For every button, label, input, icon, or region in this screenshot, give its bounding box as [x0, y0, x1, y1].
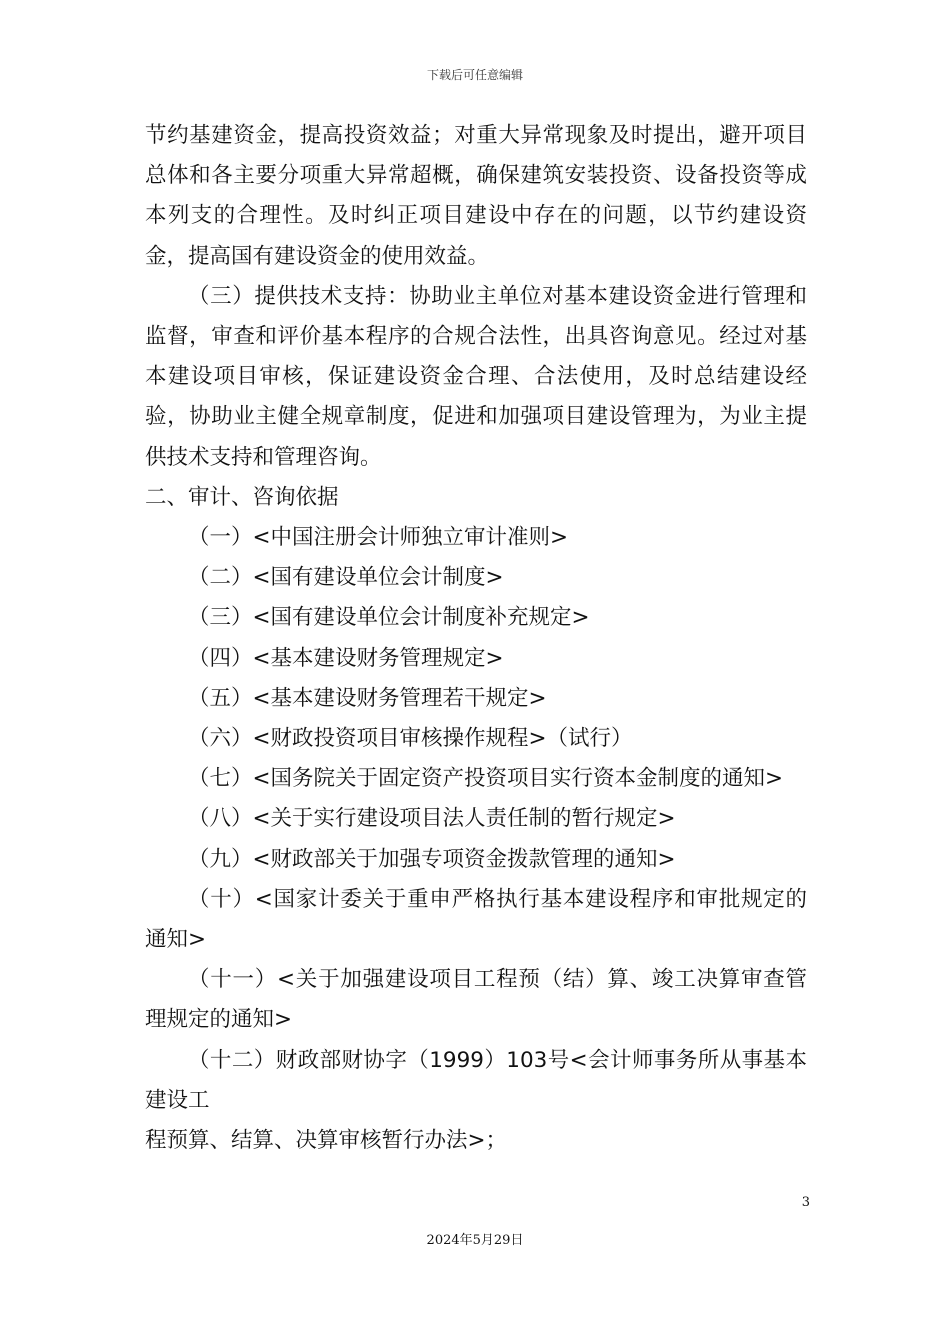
basis-item-5: （五）<基本建设财务管理若干规定> [188, 685, 547, 711]
basis-item-10: （十）<国家计委关于重申严格执行基本建设程序和审批规定的通知> [145, 886, 807, 953]
basis-item-4: （四）<基本建设财务管理规定> [188, 645, 504, 671]
section-heading: 二、审计、咨询依据 [145, 484, 339, 510]
page-number: 3 [801, 1195, 810, 1210]
basis-item-11: （十一）<关于加强建设项目工程预（结）算、竣工决算审查管理规定的通知> [145, 967, 807, 1033]
basis-item-7: （七）<国务院关于固定资产投资项目实行资本金制度的通知> [188, 766, 784, 792]
footer-date: 2024年5月29日 [426, 1233, 524, 1248]
paragraph-savings: 节约基建资金，提高投资效益；对重大异常现象及时提出，避开项目总体和各主要分项重大异常超概，确保建筑安装投资、设备投资等成本列支的合理性。及时纠正项目建设中存在的问题，以节约建设资金，提高国有建设资金的使用效益。 [145, 123, 807, 269]
basis-item-3: （三）<国有建设单位会计制度补充规定> [188, 605, 590, 631]
basis-item-12: （十二）财政部财协字（1999）103号<会计师事务所从事基本建设工 [145, 1047, 807, 1113]
basis-item-6: （六）<财政投资项目审核操作规程>（试行） [188, 726, 633, 752]
basis-item-9: （九）<财政部关于加强专项资金拨款管理的通知> [188, 846, 676, 872]
header-note: 下载后可任意编辑 [426, 68, 523, 82]
paragraph-technical-support: （三）提供技术支持：协助业主单位对基本建设资金进行管理和监督，审查和评价基本程序的合规合法性，出具咨询意见。经过对基本建设项目审核，保证建设资金合理、合法使用，及时总结建设经验，协助业主健全规章制度，促进和加强项目建设管理为，为业主提供技术支持和管理咨询。 [145, 283, 807, 470]
basis-item-8: （八）<关于实行建设项目法人责任制的暂行规定> [188, 806, 676, 832]
basis-item-2: （二）<国有建设单位会计制度> [188, 565, 504, 591]
basis-item-1: （一）<中国注册会计师独立审计准则> [188, 525, 569, 551]
basis-item-12-continued: 程预算、结算、决算审核暂行办法>； [145, 1128, 508, 1154]
document-body [145, 116, 807, 1161]
